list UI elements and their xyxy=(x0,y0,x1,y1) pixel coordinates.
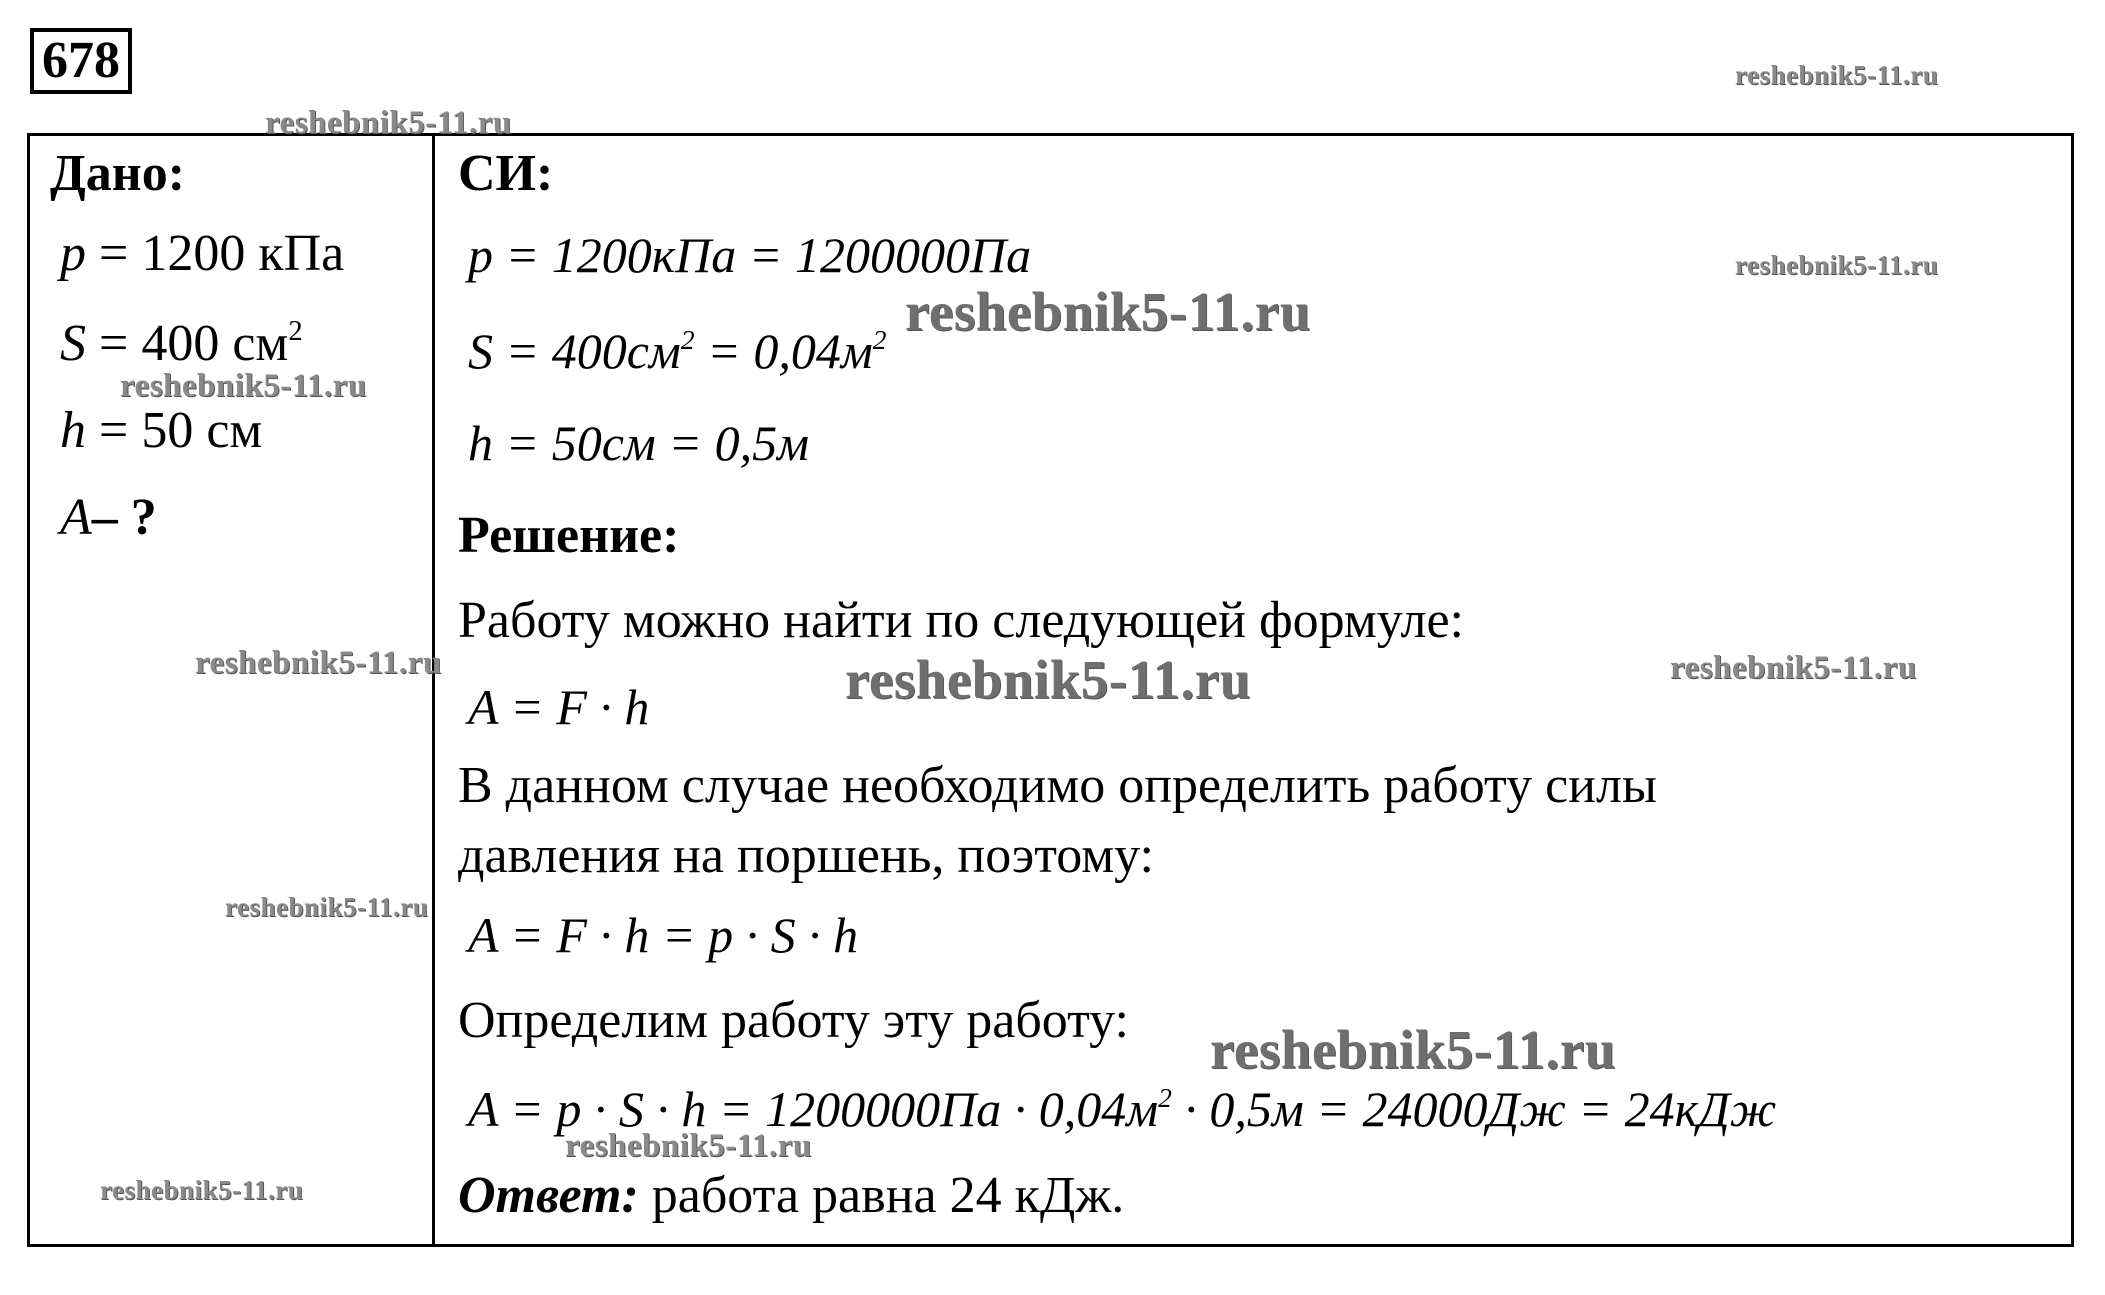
watermark: reshebnik5-11.ru xyxy=(120,368,367,404)
watermark: reshebnik5-11.ru xyxy=(265,105,512,141)
solution-text-1: Работу можно найти по следующей формуле: xyxy=(458,592,1464,649)
watermark: reshebnik5-11.ru xyxy=(1735,60,1939,90)
watermark: reshebnik5-11.ru xyxy=(1210,1019,1616,1080)
solution-text-2b: давления на поршень, поэтому: xyxy=(458,827,1154,884)
given-height: h = 50 см xyxy=(60,402,263,459)
problem-number: 678 xyxy=(30,28,132,94)
watermark: reshebnik5-11.ru xyxy=(845,649,1251,710)
column-divider xyxy=(432,133,435,1247)
solution-heading: Решение: xyxy=(458,507,680,564)
watermark: reshebnik5-11.ru xyxy=(565,1128,812,1164)
watermark: reshebnik5-11.ru xyxy=(1735,250,1939,280)
given-heading: Дано: xyxy=(50,145,186,202)
solution-text-3: Определим работу эту работу: xyxy=(458,992,1129,1049)
watermark: reshebnik5-11.ru xyxy=(225,892,429,922)
si-area: $S = 400см^2 = 0,04м^2$ xyxy=(468,323,887,379)
answer: Ответ: работа равна 24 кДж. xyxy=(458,1167,1125,1224)
watermark: reshebnik5-11.ru xyxy=(195,645,442,681)
solution-text-2a: В данном случае необходимо определить работу силы xyxy=(458,757,1657,814)
watermark: reshebnik5-11.ru xyxy=(100,1175,304,1205)
si-heading: СИ: xyxy=(458,145,554,202)
formula-work-pressure: A = F · h = p · S · h xyxy=(468,907,859,963)
given-area: S = 400 $см^2$ xyxy=(60,315,303,372)
given-unknown: A– ? xyxy=(60,489,157,546)
formula-work: A = F · h xyxy=(468,679,650,735)
watermark: reshebnik5-11.ru xyxy=(1670,650,1917,686)
formula-calculation: $A = p \cdot S \cdot h = 1200000Па \cdot 0,04м^2 \cdot 0,5м = 24000Дж = 24кДж$ xyxy=(468,1081,1777,1137)
si-height: h = 50см = 0,5м xyxy=(468,415,809,471)
given-pressure: p = 1200 кПа xyxy=(60,225,345,282)
si-pressure: p = 1200кПа = 1200000Па xyxy=(468,227,1032,283)
watermark: reshebnik5-11.ru xyxy=(905,281,1311,342)
